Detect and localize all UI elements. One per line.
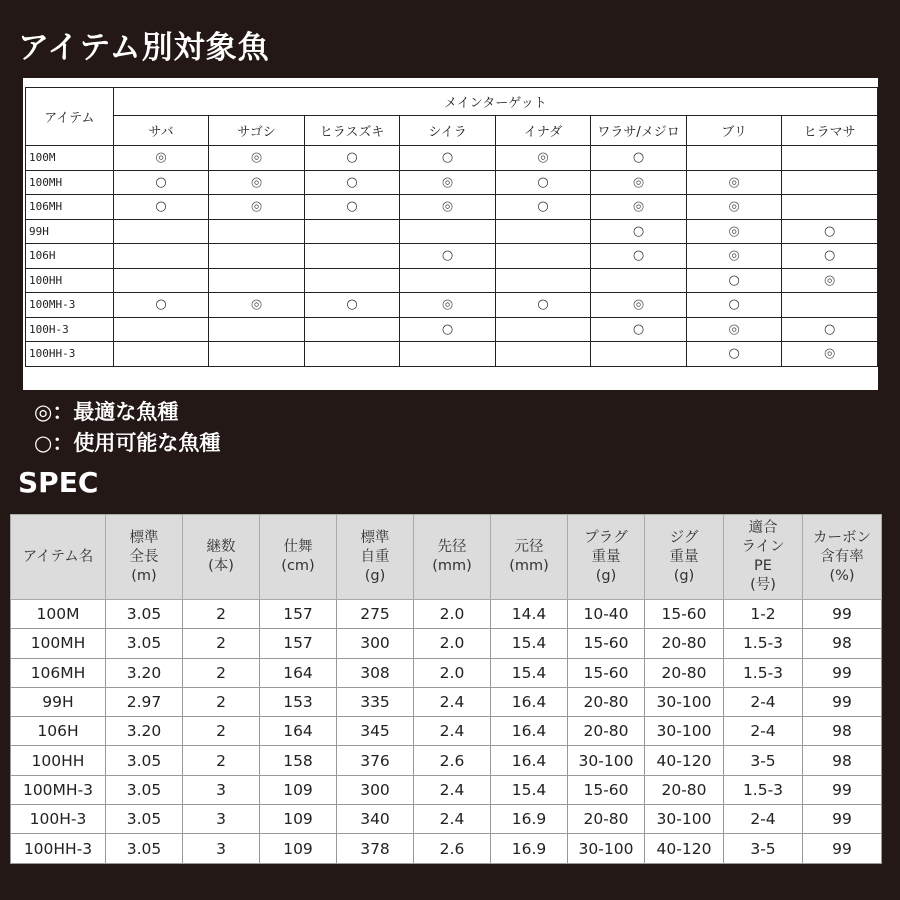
item-name: 100HH: [26, 268, 114, 293]
spec-value: 15.4: [491, 658, 568, 687]
usable-mark: ○: [495, 293, 591, 318]
best-mark: ◎: [686, 219, 782, 244]
empty-cell: [304, 244, 400, 269]
empty-cell: [782, 293, 878, 318]
spec-value: 20-80: [568, 687, 645, 716]
spec-row: [11, 629, 882, 658]
empty-cell: [495, 317, 591, 342]
spec-value: 164: [260, 658, 337, 687]
best-mark: ◎: [686, 317, 782, 342]
empty-cell: [686, 146, 782, 171]
spec-header-line: ライン: [741, 539, 785, 555]
target-row: [26, 342, 878, 367]
spec-value: 15-60: [568, 775, 645, 804]
empty-cell: [495, 268, 591, 293]
empty-cell: [591, 342, 687, 367]
empty-cell: [113, 342, 209, 367]
empty-cell: [782, 195, 878, 220]
empty-cell: [209, 342, 305, 367]
spec-value: 99: [803, 805, 882, 834]
target-row: [26, 244, 878, 269]
spec-header-line: 適合: [748, 520, 778, 536]
usable-mark: ○: [400, 146, 496, 171]
best-mark: ◎: [400, 293, 496, 318]
spec-value: 109: [260, 775, 337, 804]
spec-value: 15-60: [568, 658, 645, 687]
item-name: 99H: [26, 219, 114, 244]
spec-header-line: 全長: [129, 548, 159, 565]
spec-header-line: 先径: [437, 539, 467, 555]
spec-header: [645, 515, 724, 600]
spec-value: 3: [183, 805, 260, 834]
spec-value: 2-4: [724, 687, 803, 716]
best-mark: ◎: [209, 170, 305, 195]
spec-value: 2: [183, 600, 260, 629]
empty-cell: [782, 170, 878, 195]
spec-value: 109: [260, 805, 337, 834]
legend-usable: ○：使用可能な魚種: [34, 431, 221, 455]
empty-cell: [304, 342, 400, 367]
spec-header-line: (cm): [281, 558, 315, 574]
best-mark: ◎: [209, 146, 305, 171]
spec-value: 30-100: [568, 746, 645, 775]
empty-cell: [591, 268, 687, 293]
spec-value: 99: [803, 687, 882, 716]
spec-row: [11, 658, 882, 687]
empty-cell: [113, 268, 209, 293]
spec-value: 3.05: [106, 600, 183, 629]
spec-value: 3.05: [106, 629, 183, 658]
spec-value: 1-2: [724, 600, 803, 629]
spec-value: 2.97: [106, 687, 183, 716]
spec-value: 157: [260, 600, 337, 629]
best-mark: ◎: [591, 170, 687, 195]
main-target-header: メインターゲット: [113, 88, 877, 116]
fish-header: ヒラスズキ: [304, 116, 400, 146]
fish-header: ワラサ/メジロ: [591, 116, 687, 146]
best-mark: ◎: [495, 146, 591, 171]
spec-value: 20-80: [645, 658, 724, 687]
spec-header-line: (本): [208, 558, 234, 574]
usable-mark: ○: [591, 244, 687, 269]
usable-mark: ○: [591, 317, 687, 342]
spec-value: 158: [260, 746, 337, 775]
fish-header: サゴシ: [209, 116, 305, 146]
empty-cell: [495, 244, 591, 269]
target-row: [26, 195, 878, 220]
spec-value: 2.0: [414, 658, 491, 687]
spec-value: 308: [337, 658, 414, 687]
spec-value: 3.05: [106, 746, 183, 775]
empty-cell: [304, 268, 400, 293]
spec-header-line: 元径: [514, 539, 544, 555]
spec-value: 3.05: [106, 805, 183, 834]
best-mark: ◎: [591, 293, 687, 318]
spec-item-name: 100HH-3: [11, 834, 106, 863]
best-mark: ◎: [591, 195, 687, 220]
fish-header: サバ: [113, 116, 209, 146]
spec-value: 376: [337, 746, 414, 775]
spec-value: 2: [183, 658, 260, 687]
best-mark: ◎: [209, 293, 305, 318]
spec-value: 98: [803, 717, 882, 746]
spec-value: 300: [337, 629, 414, 658]
spec-header-line: (%): [829, 567, 855, 584]
spec-value: 20-80: [645, 629, 724, 658]
spec-item-name: 100MH-3: [11, 775, 106, 804]
fish-header: イナダ: [495, 116, 591, 146]
spec-row: [11, 717, 882, 746]
spec-value: 20-80: [645, 775, 724, 804]
best-mark: ◎: [782, 268, 878, 293]
fish-header: シイラ: [400, 116, 496, 146]
spec-header-line: ジグ: [669, 529, 699, 546]
target-row: [26, 317, 878, 342]
spec-value: 30-100: [568, 834, 645, 863]
spec-value: 3.05: [106, 775, 183, 804]
spec-value: 40-120: [645, 834, 724, 863]
spec-row: [11, 600, 882, 629]
spec-row: [11, 834, 882, 863]
spec-value: 109: [260, 834, 337, 863]
spec-value: 3.05: [106, 834, 183, 863]
spec-header-line: (号): [750, 577, 776, 593]
empty-cell: [782, 146, 878, 171]
spec-header-line: アイテム名: [22, 548, 94, 565]
item-header: アイテム: [26, 88, 114, 146]
item-name: 100H-3: [26, 317, 114, 342]
spec-item-name: 99H: [11, 687, 106, 716]
spec-value: 16.9: [491, 805, 568, 834]
usable-mark: ○: [304, 195, 400, 220]
spec-value: 14.4: [491, 600, 568, 629]
item-name: 100MH: [26, 170, 114, 195]
spec-header-line: プラグ: [584, 529, 628, 546]
spec-value: 15-60: [568, 629, 645, 658]
spec-section-title: SPEC: [18, 466, 99, 499]
empty-cell: [209, 317, 305, 342]
target-table-panel: [23, 78, 878, 390]
spec-value: 20-80: [568, 805, 645, 834]
spec-item-name: 100MH: [11, 629, 106, 658]
spec-header-line: 自重: [360, 548, 390, 565]
spec-value: 40-120: [645, 746, 724, 775]
fish-header: ブリ: [686, 116, 782, 146]
spec-value: 15.4: [491, 629, 568, 658]
target-row: [26, 268, 878, 293]
usable-mark: ○: [782, 219, 878, 244]
spec-value: 16.9: [491, 834, 568, 863]
spec-value: 3-5: [724, 746, 803, 775]
usable-mark: ○: [782, 317, 878, 342]
spec-row: [11, 805, 882, 834]
spec-value: 164: [260, 717, 337, 746]
target-row: [26, 293, 878, 318]
spec-header-line: (g): [364, 567, 386, 584]
spec-header-line: 仕舞: [283, 539, 313, 555]
spec-value: 98: [803, 629, 882, 658]
usable-mark: ○: [591, 219, 687, 244]
spec-value: 3: [183, 834, 260, 863]
best-mark: ◎: [209, 195, 305, 220]
usable-mark: ○: [686, 342, 782, 367]
spec-value: 3.20: [106, 658, 183, 687]
empty-cell: [209, 244, 305, 269]
usable-mark: ○: [686, 268, 782, 293]
spec-value: 2.4: [414, 805, 491, 834]
spec-value: 345: [337, 717, 414, 746]
empty-cell: [113, 244, 209, 269]
spec-value: 20-80: [568, 717, 645, 746]
empty-cell: [495, 219, 591, 244]
spec-header-line: 標準: [129, 529, 159, 546]
fish-header: ヒラマサ: [782, 116, 878, 146]
usable-mark: ○: [591, 146, 687, 171]
spec-item-name: 106MH: [11, 658, 106, 687]
spec-table: [10, 514, 882, 864]
spec-value: 2: [183, 717, 260, 746]
spec-value: 335: [337, 687, 414, 716]
spec-value: 16.4: [491, 687, 568, 716]
spec-value: 99: [803, 775, 882, 804]
item-name: 106H: [26, 244, 114, 269]
spec-item-name: 100HH: [11, 746, 106, 775]
usable-mark: ○: [782, 244, 878, 269]
spec-value: 10-40: [568, 600, 645, 629]
spec-header: [106, 515, 183, 600]
best-mark: ◎: [400, 170, 496, 195]
spec-header: [183, 515, 260, 600]
best-mark: ◎: [113, 146, 209, 171]
spec-row: [11, 687, 882, 716]
item-name: 100M: [26, 146, 114, 171]
spec-item-name: 100H-3: [11, 805, 106, 834]
spec-header-line: (m): [131, 567, 157, 584]
spec-header: [491, 515, 568, 600]
spec-value: 2.6: [414, 746, 491, 775]
spec-header-line: カーボン: [813, 529, 871, 546]
spec-header-line: 重量: [669, 548, 699, 565]
target-section-title: アイテム別対象魚: [18, 30, 270, 66]
spec-value: 1.5-3: [724, 775, 803, 804]
empty-cell: [304, 317, 400, 342]
spec-header-line: 標準: [360, 529, 390, 546]
usable-mark: ○: [495, 170, 591, 195]
spec-value: 153: [260, 687, 337, 716]
empty-cell: [113, 317, 209, 342]
usable-mark: ○: [113, 195, 209, 220]
usable-mark: ○: [113, 170, 209, 195]
best-mark: ◎: [782, 342, 878, 367]
spec-value: 16.4: [491, 746, 568, 775]
spec-value: 3.20: [106, 717, 183, 746]
usable-mark: ○: [304, 146, 400, 171]
best-mark: ◎: [400, 195, 496, 220]
usable-mark: ○: [113, 293, 209, 318]
legend-best: ◎：最適な魚種: [34, 400, 179, 424]
usable-mark: ○: [304, 170, 400, 195]
target-row: [26, 219, 878, 244]
spec-header: [414, 515, 491, 600]
spec-value: 157: [260, 629, 337, 658]
spec-value: 340: [337, 805, 414, 834]
best-mark: ◎: [686, 195, 782, 220]
empty-cell: [495, 342, 591, 367]
item-name: 100MH-3: [26, 293, 114, 318]
spec-item-name: 106H: [11, 717, 106, 746]
spec-value: 16.4: [491, 717, 568, 746]
spec-header-line: (g): [595, 567, 617, 584]
spec-header: [568, 515, 645, 600]
spec-value: 378: [337, 834, 414, 863]
empty-cell: [304, 219, 400, 244]
spec-value: 2.4: [414, 717, 491, 746]
spec-value: 15.4: [491, 775, 568, 804]
spec-row: [11, 746, 882, 775]
empty-cell: [113, 219, 209, 244]
spec-value: 2: [183, 687, 260, 716]
spec-row: [11, 775, 882, 804]
spec-value: 99: [803, 600, 882, 629]
spec-value: 1.5-3: [724, 629, 803, 658]
spec-header-line: 継数: [206, 539, 236, 555]
spec-value: 1.5-3: [724, 658, 803, 687]
spec-header: [11, 515, 106, 600]
spec-value: 3: [183, 775, 260, 804]
spec-value: 275: [337, 600, 414, 629]
item-name: 106MH: [26, 195, 114, 220]
spec-value: 30-100: [645, 687, 724, 716]
spec-value: 99: [803, 658, 882, 687]
spec-value: 2.0: [414, 629, 491, 658]
spec-value: 2-4: [724, 717, 803, 746]
usable-mark: ○: [304, 293, 400, 318]
spec-value: 15-60: [645, 600, 724, 629]
spec-value: 98: [803, 746, 882, 775]
spec-header-line: (mm): [432, 558, 472, 574]
spec-value: 30-100: [645, 805, 724, 834]
spec-value: 2.6: [414, 834, 491, 863]
spec-header-line: 含有率: [820, 548, 864, 565]
spec-value: 2.4: [414, 775, 491, 804]
empty-cell: [400, 268, 496, 293]
spec-value: 2.0: [414, 600, 491, 629]
item-name: 100HH-3: [26, 342, 114, 367]
spec-value: 300: [337, 775, 414, 804]
target-row: [26, 146, 878, 171]
spec-header: [803, 515, 882, 600]
spec-value: 2: [183, 629, 260, 658]
spec-value: 30-100: [645, 717, 724, 746]
spec-value: 3-5: [724, 834, 803, 863]
spec-header-line: 重量: [591, 548, 621, 565]
usable-mark: ○: [686, 293, 782, 318]
spec-header-line: PE: [754, 558, 772, 574]
usable-mark: ○: [495, 195, 591, 220]
best-mark: ◎: [686, 170, 782, 195]
empty-cell: [400, 342, 496, 367]
spec-value: 99: [803, 834, 882, 863]
target-fish-table: [25, 87, 878, 367]
best-mark: ◎: [686, 244, 782, 269]
empty-cell: [209, 219, 305, 244]
empty-cell: [400, 219, 496, 244]
spec-header: [337, 515, 414, 600]
spec-header: [724, 515, 803, 600]
spec-value: 2-4: [724, 805, 803, 834]
usable-mark: ○: [400, 317, 496, 342]
usable-mark: ○: [400, 244, 496, 269]
spec-header-line: (g): [673, 567, 695, 584]
spec-value: 2: [183, 746, 260, 775]
target-row: [26, 170, 878, 195]
spec-header: [260, 515, 337, 600]
empty-cell: [209, 268, 305, 293]
spec-header-line: (mm): [509, 558, 549, 574]
spec-value: 2.4: [414, 687, 491, 716]
spec-item-name: 100M: [11, 600, 106, 629]
